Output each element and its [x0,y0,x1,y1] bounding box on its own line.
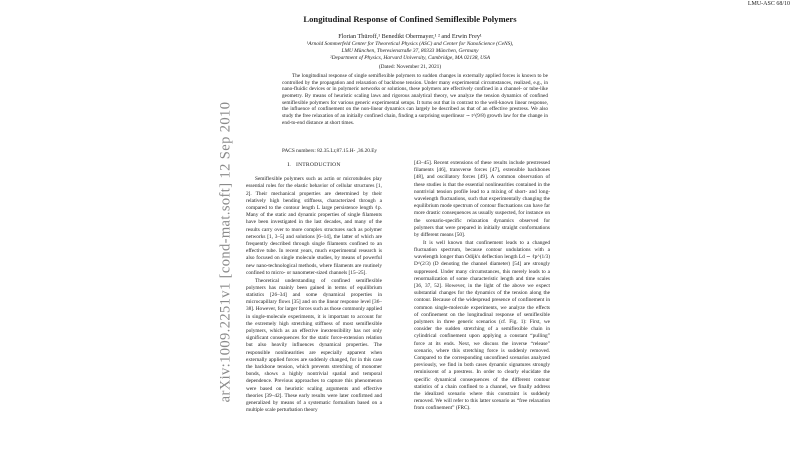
paragraph-intro-1: Semiflexible polymers such as actin or microtubules play essential roles for the elastic behavior of cellular structures [1, 2]. Their mechanical properties are determined by their relatively high bending stiffness, characterized through a compared to the contour length L large persistence length ℓp. Many of the static and dynamic properties of single filaments have been investigated in the last decades, and many of the results carry over to more complex structures such as polymer networks [1, 3–5] and solutions [6–14], the latter of which are frequently described through single filaments confined to an effective tube. In recent years, much experimental research is also focused on single molecule studies, by means of powerful new nano-technological methods, where filaments are routinely confined to micro- or nanometer-sized channels [15–25]. [246,176,382,276]
left-column [246,162,382,450]
section-heading [246,162,382,169]
affiliation-2: ²Department of Physics, Harvard University, Cambridge, MA 02138, USA [329,55,491,61]
right-column [414,160,550,450]
paragraph-intro-2: Theoretical understanding of confined semiflexible polymers has mainly been gained in terms of equilibrium statistics [26–34] and some dynamical properties in microcapillary flows [35] and on the linear response level [36–38]. However, for larger forces such as those commonly applied in single-molecule experiments, it is important to account for the extremely high stretching stiffness of most semiflexible polymers, which as an effective inextensibility has not only significant consequences for the static force-extension relation but also heavily influences dynamical properties. The responsible nonlinearities are especially apparent when externally applied forces are suddenly changed, for in this case the backbone tension, which prevents stretching of monomer bonds, shows a highly nontrivial spatial and temporal dependence. Previous approaches to capture this phenomenon were based on heuristic scaling arguments and effective theories [39–42]. These early results were later confirmed and generalized by means of a systematic formalism based on a multiple scale perturbation theory [246,277,382,414]
pacs-numbers: PACS numbers: 82.35.Lr,87.15.H- ,36.20.Ey [282,148,378,154]
paragraph-intro-3: It is well known that confinement leads to a changed fluctuation spectrum, because contour undulations with a wavelength longer than Odijk's deflection length Ld ∼ ℓp^(1/3) D^(2/3) (D denoting the channel diameter) [54] are strongly suppressed. Under many circumstances, this merely leads to a renormalization of some characteristic length and time scales [36, 37, 52]. However, in the light of the above we expect substantial changes for the dynamics of the tension along the contour. Because of the widespread presence of confinement in common single-molecule experiments, we analyze the effects of confinement on the longitudinal response of semiflexible polymers in three generic scenarios (cf. Fig. 1): First, we consider the sudden stretching of a semiflexible chain in cylindrical confinement upon applying a constant “pulling” force at its ends. Next, we discuss the inverse “release” scenario, where this stretching force is suddenly removed. Compared to the corresponding unconfined scenarios analyzed previously, we find in both cases dynamic signatures strongly reminiscent of a prestress. In order to clearly elucidate the specific dynamical consequences of the different contour statistics of a chain confined to a channel, we finally address the idealized scenario where this constraint is suddenly removed. We will refer to this latter scenario as “free relaxation from confinement” (FRC). [414,239,550,412]
paragraph-intro-2-continued: [43–45]. Recent extensions of these results include prestressed filaments [46], transverse forces [47], extensible backbones [48], and oscillatory forces [49]. A common observation of these studies is that the essential nonlinearities contained in the nontrivial tension profile lead to a mixing of short- and long-wavelength fluctuations, such that experimentally changing the equilibrium mode spectrum of contour fluctuations can have far more drastic consequences as usually suspected, for instance on the scenario-specific relaxation dynamics observed for polymers that were prepared in initially straight conformations by different means [50]. [414,160,550,239]
report-number: LMU-ASC 68/10 [747,1,790,7]
section-title: INTRODUCTION [296,162,341,168]
section-number: I. [287,162,291,168]
paper-title: Longitudinal Response of Confined Semiflexible Polymers [303,14,517,24]
date-line: (Dated: November 21, 2021) [378,64,442,70]
affiliation-1: ¹Arnold Sommerfeld Center for Theoretical Physics (ASC) and Center for NanoScience (CeNS), [306,41,514,47]
author-list: Florian Thüroff,¹ Benedikt Obermayer,¹ ² and Erwin Frey¹ [338,33,482,40]
abstract: The longitudinal response of single semiflexible polymers to sudden changes in externally applied forces is known to be controlled by the propagation and relaxation of backbone tension. Under many experimental circumstances, realized, e.g., in nano-fluidic devices or in polymeric networks or solutions, these polymers are effectively confined in a channel- or tube-like geometry. By means of heuristic scaling laws and rigorous analytical theory, we analyze the tension dynamics of confined semiflexible polymers for various generic experimental setups. It turns out that in contrast to the well-known linear response, the influence of confinement on the non-linear dynamics can largely be described as that of an effective prestress. We also study the free relaxation of an initially confined chain, finding a surprising superlinear ∼ t^(9/8) growth law for the change in end-to-end distance at short times. [282,73,548,126]
affiliation-1-address: LMU München, Theresienstraße 37, 80333 München, Germany [341,48,479,54]
arxiv-identifier: arXiv:1009.2251v1 [cond-mat.soft] 12 Sep 2010 [217,101,234,403]
